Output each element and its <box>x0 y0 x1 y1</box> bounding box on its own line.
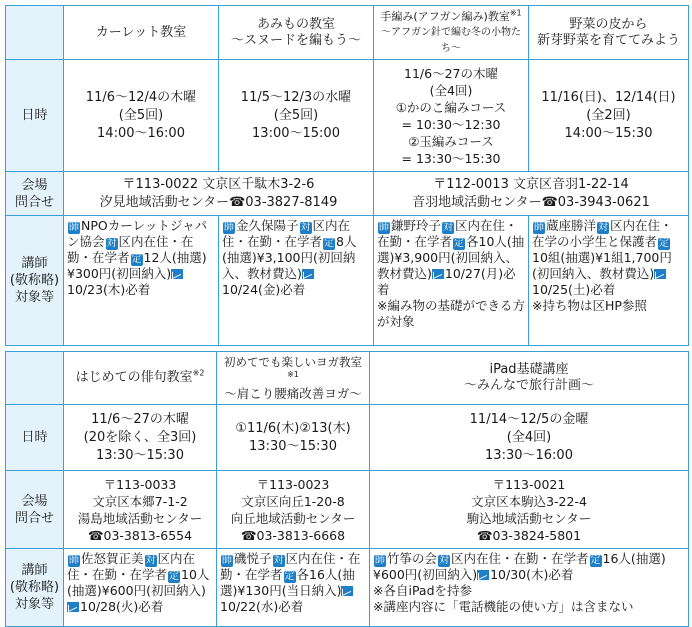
target-text: 区内在住・在勤・在学者 <box>451 551 589 566</box>
teacher-tag: 師 <box>224 222 234 233</box>
teacher-tag: 師 <box>379 222 389 233</box>
date-afghan: 11/6〜27の木曜 (全4回) ①かのこ編みコース = 10:30〜12:30 ②玉編みコース = 13:30〜15:30 <box>374 60 529 172</box>
capacity-text: 10人(抽選) <box>67 567 210 598</box>
title-note: ※1 <box>287 370 299 380</box>
course-title-haiku <box>64 352 217 405</box>
label-instructor: 講師 (敬称略) 対象等 <box>6 216 64 346</box>
course-title-vegetable: 野菜の皮から 新芽野菜を育ててみよう <box>529 6 689 60</box>
label-venue: 会場 問合せ <box>6 172 64 216</box>
teacher-tag: 師 <box>222 555 232 566</box>
target-tag: 対 <box>106 238 117 249</box>
mail-icon <box>654 269 666 279</box>
mail-icon <box>341 586 353 596</box>
corner-cell <box>6 352 64 405</box>
instructor-ipad <box>370 549 689 627</box>
target-tag: 対 <box>300 222 311 233</box>
mail-icon <box>477 570 489 580</box>
venue-mukogaoka: 〒113-0023 文京区向丘1-20-8 向丘地域活動センター ☎03-3813-6668 <box>217 471 370 549</box>
target-text: 区内在住・在勤・在学者 <box>222 218 351 249</box>
note-text: ※持ち物は区HP参照 <box>532 298 647 313</box>
teacher-name: NPOカーレットジャパン協会 <box>67 218 208 249</box>
label-instructor: 講師 (敬称略) 対象等 <box>6 549 64 627</box>
capacity-text: 16人(抽選) <box>602 551 666 566</box>
deadline-text: 10/23(木)必着 <box>67 282 151 297</box>
fee-text: ¥600円(初回納入) <box>101 583 206 598</box>
course-table-2 <box>5 351 689 627</box>
fee-text: ¥3,900円(初回納入、教材費込) <box>377 250 519 281</box>
corner-cell <box>6 6 64 60</box>
date-yoga: ①11/6(木)②13(木) 13:30〜15:30 <box>217 405 370 471</box>
date-ipad: 11/14〜12/5の金曜 (全4回) 13:30〜16:00 <box>370 405 689 471</box>
instructor-knitting <box>219 216 374 346</box>
title-text: 初めてでも楽しいヨガ教室 <box>224 355 362 369</box>
target-tag: 対 <box>145 555 156 566</box>
deadline-text: 10/30(木)必着 <box>490 567 574 582</box>
capacity-tag: 定 <box>131 254 142 265</box>
target-text: 区内在住・在勤・在学者 <box>220 551 361 582</box>
teacher-name: 蔵座勝洋 <box>546 218 597 233</box>
fee-text: ¥300円(初回納入) <box>67 266 172 281</box>
note-text-2: ※講座内容に「電話機能の使い方」は含まない <box>373 599 634 614</box>
venue-otowa: 〒112-0013 文京区音羽1-22-14 音羽地域活動センター☎03-3943-0621 <box>374 172 689 216</box>
instructor-curlet <box>64 216 219 346</box>
capacity-text: 各10人(抽選) <box>377 234 525 265</box>
capacity-text: 12人(抽選) <box>143 250 207 265</box>
subtitle-text: 〜肩こり腰痛改善ヨガ〜 <box>224 386 362 401</box>
title-note: ※1 <box>509 8 522 18</box>
deadline-text: 10/27(月)必着 <box>377 266 516 297</box>
date-vegetable: 11/16(日)、12/14(日) (全2回) 14:00〜15:30 <box>529 60 689 172</box>
fee-text: ¥600円(初回納入) <box>373 567 478 582</box>
teacher-tag: 師 <box>69 222 79 233</box>
note-text: ※各自iPadを持参 <box>373 583 473 598</box>
teacher-name: 磯悦子 <box>234 551 272 566</box>
course-title-knitting: あみもの教室 〜スヌードを編もう〜 <box>219 6 374 60</box>
instructor-yoga <box>217 549 370 627</box>
venue-komagome: 〒113-0021 文京区本駒込3-22-4 駒込地域活動センター ☎03-3824-5801 <box>370 471 689 549</box>
subtitle-text: 〜アフガン針で編む冬の小物たち〜 <box>381 27 521 54</box>
target-text: 区内在住・在学の小学生と保護者 <box>532 218 673 249</box>
deadline-text: 10/28(火)必着 <box>80 599 164 614</box>
mail-icon <box>432 269 444 279</box>
note-text: ※編み物の基礎ができる方が対象 <box>377 298 525 329</box>
teacher-name: 鎌野玲子 <box>391 218 442 233</box>
teacher-name: 金久保陽子 <box>236 218 299 233</box>
date-haiku: 11/6〜27の木曜 (20を除く、全3回) 13:30〜15:30 <box>64 405 217 471</box>
fee-text: ¥1組1,700円(初回納入、教材費込) <box>532 250 672 281</box>
mail-icon <box>302 269 314 279</box>
capacity-tag: 定 <box>284 571 295 582</box>
instructor-haiku <box>64 549 217 627</box>
date-knitting: 11/5〜12/3の水曜 (全5回) 13:00〜15:00 <box>219 60 374 172</box>
capacity-tag: 定 <box>659 238 670 249</box>
teacher-tag: 師 <box>534 222 544 233</box>
capacity-tag: 定 <box>169 571 180 582</box>
target-text: 区内在住・在勤・在学者 <box>67 234 194 265</box>
venue-yushima: 〒113-0033 文京区本郷7-1-2 湯島地域活動センター ☎03-3813-6554 <box>64 471 217 549</box>
course-title-yoga <box>217 352 370 405</box>
title-text: はじめての俳句教室 <box>75 370 193 385</box>
deadline-text: 10/25(土)必着 <box>532 282 616 297</box>
fee-text: ¥3,100円(初回納入、教材費込) <box>222 250 356 281</box>
capacity-tag: 定 <box>454 238 465 249</box>
teacher-name: 竹筝の会 <box>387 551 438 566</box>
label-date: 日時 <box>6 405 64 471</box>
capacity-tag: 定 <box>324 238 335 249</box>
course-title-ipad: iPad基礎講座 〜みんなで旅行計画〜 <box>370 352 689 405</box>
target-tag: 対 <box>443 222 454 233</box>
course-table-1 <box>5 5 689 346</box>
teacher-name: 佐怒賀正美 <box>81 551 144 566</box>
course-title-afghan <box>374 6 529 60</box>
target-tag: 対 <box>439 555 450 566</box>
target-text: 区内在住・在勤・在学者 <box>67 551 196 582</box>
date-curlet: 11/6〜12/4の木曜 (全5回) 14:00〜16:00 <box>64 60 219 172</box>
target-tag: 対 <box>598 222 609 233</box>
deadline-text: 10/22(水)必着 <box>220 599 304 614</box>
capacity-tag: 定 <box>590 555 601 566</box>
teacher-tag: 師 <box>375 555 385 566</box>
mail-icon <box>171 269 183 279</box>
label-date: 日時 <box>6 60 64 172</box>
label-venue: 会場 問合せ <box>6 471 64 549</box>
instructor-afghan <box>374 216 529 346</box>
capacity-text: 10組(抽選) <box>532 250 596 265</box>
capacity-text: 各16人(抽選) <box>220 567 355 598</box>
fee-text: ¥130円(当日納入) <box>237 583 342 598</box>
mail-icon <box>67 602 79 612</box>
venue-shiomi: 〒113-0022 文京区千駄木3-2-6 汐見地域活動センター☎03-3827-8149 <box>64 172 374 216</box>
title-note: ※2 <box>192 368 205 378</box>
teacher-tag: 師 <box>69 555 79 566</box>
title-text: 手編み(アフガン編み)教室 <box>380 10 510 23</box>
instructor-vegetable <box>529 216 689 346</box>
deadline-text: 10/24(金)必着 <box>222 282 306 297</box>
target-tag: 対 <box>273 555 284 566</box>
target-text: 区内在住・在勤・在学者 <box>377 218 518 249</box>
capacity-text: 8人(抽選) <box>222 234 357 265</box>
course-title-curlet: カーレット教室 <box>64 6 219 60</box>
